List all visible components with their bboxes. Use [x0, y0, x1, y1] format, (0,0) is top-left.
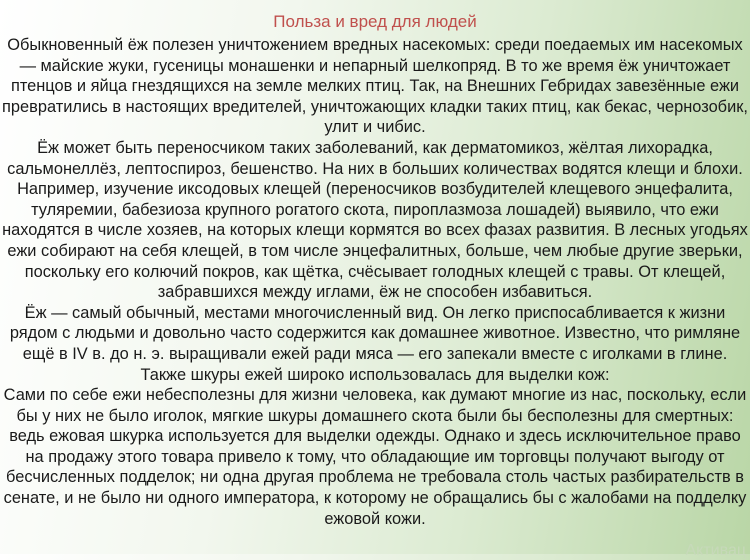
- paragraph-diseases: Ёж может быть переносчиком таких заболеваний, как дерматомикоз, жёлтая лихорадка, сальмонеллёз, лептоспироз, бешенство. На них в больших количествах водятся клещи и блохи. Например, изучение иксодовых клещей (переносчиков возбудителей клещевого энцефалита, туляремии, бабезиоза крупного рогатого скота, пироплазмоза лошадей) выявило, что ежи находятся в числе хозяев, на которых клещи кормятся во всех фазах развития. В лесных угодьях ежи собирают на себя клещей, в том числе энцефалитных, больше, чем любые другие зверьки, поскольку его колючий покров, как щётка, счёсывает голодных клещей с травы. От клещей, забравшихся между иглами, ёж не способен избавиться.: [2, 138, 748, 302]
- slide-title: Польза и вред для людей: [273, 12, 477, 31]
- paragraph-quote: Сами по себе ежи небесполезны для жизни человека, как думают многие из нас, поскольку, если бы у них не было иголок, мягкие шкуры домашнего скота были бы бесполезны для смертных: ведь ежовая шкурка используется для выделки одежды. Однако и здесь исключительное право на продажу этого товара привело к тому, что обладающие им торговцы получают выгоду от бесчисленных подделок; ни одна другая проблема не требовала столь частых разбирательств в сенате, и не было ни одного императора, к которому не обращались бы с жалобами на подделку ежовой кожи.: [3, 386, 747, 528]
- activation-watermark: Активац: [685, 542, 746, 559]
- paragraph-benefits-harm: Обыкновенный ёж полезен уничтожением вредных насекомых: среди поедаемых им насекомых — майские жуки, гусеницы монашенки и непарный шелкопряд. В то же время ёж уничтожает птенцов и яйца гнездящихся на земле мелких птиц. Так, на Внешних Гебридах завезённые ежи превратились в настоящих вредителей, уничтожающих кладки таких птиц, как бекас, чернозобик, улит и чибис.: [2, 36, 748, 137]
- slide-body: [0, 35, 750, 529]
- paragraph-common-species: Ёж — самый обычный, местами многочисленный вид. Он легко приспосабливается к жизни рядом с людьми и довольно часто содержится как домашнее животное. Известно, что римляне ещё в IV в. до н. э. выращивали ежей ради мяса — его запекали вместе с иголками в глине. Также шкуры ежей широко использовалась для выделки кож:: [9, 303, 741, 384]
